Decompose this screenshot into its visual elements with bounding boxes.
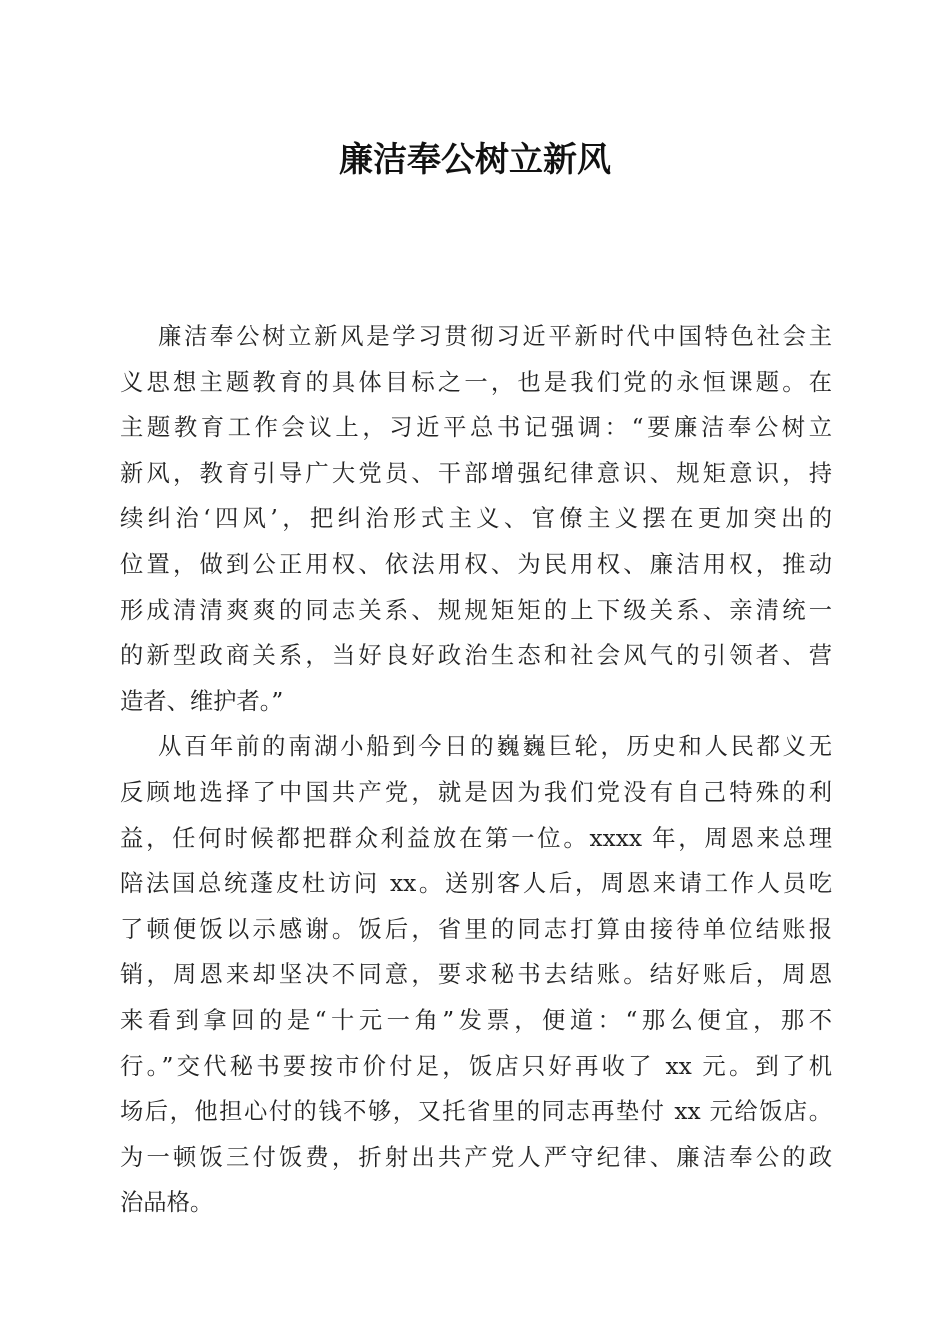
text-line: 位置，做到公正用权、依法用权、为民用权、廉洁用权，推动 xyxy=(120,550,832,578)
text-line: 为一顿饭三付饭费，折射出共产党人严守纪律、廉洁奉公的政 xyxy=(120,1143,832,1171)
text-line: 销，周恩来却坚决不同意，要求秘书去结账。结好账后，周恩 xyxy=(120,961,832,989)
document-body xyxy=(120,314,832,1226)
text-line: 了顿便饭以示感谢。饭后，省里的同志打算由接待单位结账报 xyxy=(120,915,832,943)
text-line: 造者、维护者。” xyxy=(120,687,284,715)
text-line: 反顾地选择了中国共产党，就是因为我们党没有自己特殊的利 xyxy=(120,778,832,806)
text-line: 行。”交代秘书要按市价付足，饭店只好再收了 xx 元。到了机 xyxy=(120,1052,832,1080)
text-line: 形成清清爽爽的同志关系、规规矩矩的上下级关系、亲清统一 xyxy=(120,596,832,624)
text-line: 场后，他担心付的钱不够，又托省里的同志再垫付 xx 元给饭店。 xyxy=(120,1098,832,1126)
paragraph xyxy=(120,314,832,724)
text-line: 从百年前的南湖小船到今日的巍巍巨轮，历史和人民都义无 xyxy=(158,733,832,761)
text-line: 主题教育工作会议上，习近平总书记强调：“要廉洁奉公树立 xyxy=(120,414,832,442)
text-line: 新风，教育引导广大党员、干部增强纪律意识、规矩意识，持 xyxy=(120,459,832,487)
text-line: 来看到拿回的是“十元一角”发票，便道：“那么便宜，那不 xyxy=(120,1006,832,1034)
text-line: 益，任何时候都把群众利益放在第一位。xxxx 年，周恩来总理 xyxy=(120,824,832,852)
text-line: 廉洁奉公树立新风是学习贯彻习近平新时代中国特色社会主 xyxy=(158,323,832,350)
text-line: 治品格。 xyxy=(120,1189,214,1217)
text-line: 义思想主题教育的具体目标之一，也是我们党的永恒课题。在 xyxy=(120,368,832,396)
text-line: 的新型政商关系，当好良好政治生态和社会风气的引领者、营 xyxy=(120,642,832,670)
document-title: 廉洁奉公树立新风 xyxy=(339,140,611,180)
text-line: 续纠治‘四风’，把纠治形式主义、官僚主义摆在更加突出的 xyxy=(120,505,832,533)
text-line: 陪法国总统蓬皮杜访问 xx。送别客人后，周恩来请工作人员吃 xyxy=(120,870,832,898)
paragraph xyxy=(120,724,832,1226)
